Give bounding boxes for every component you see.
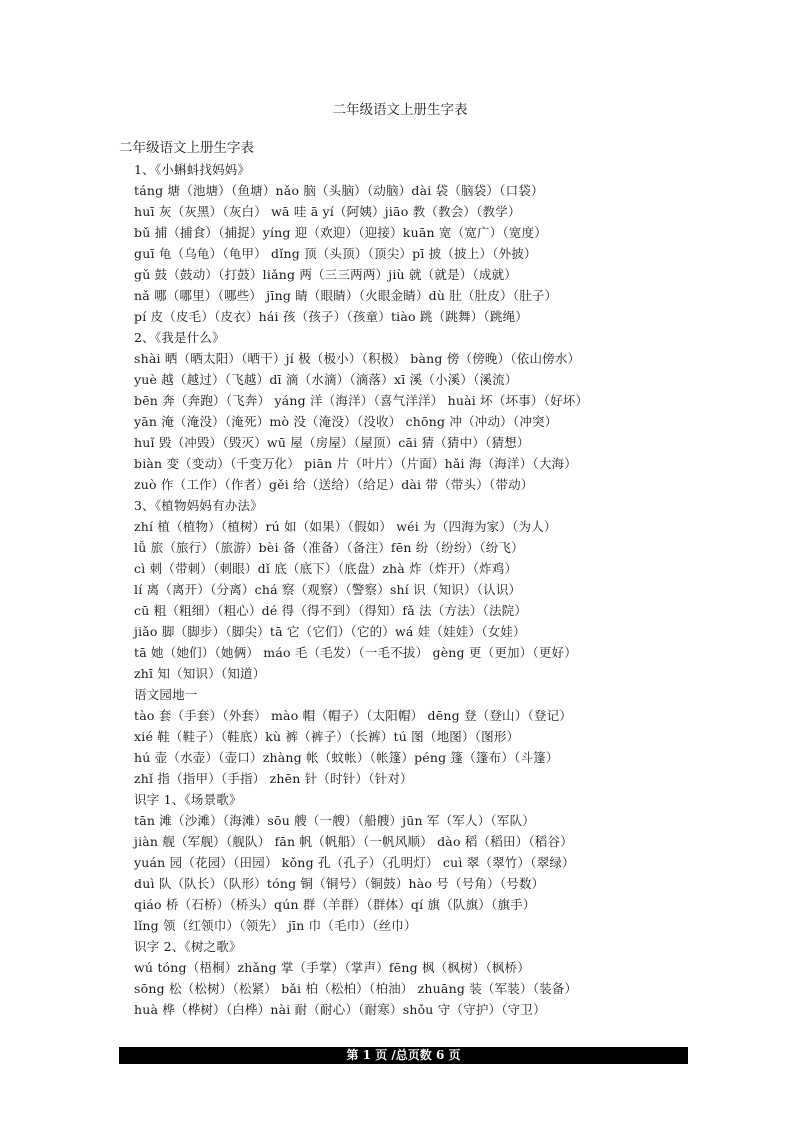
text-line: yān 淹（淹没）（淹死）mò 没（淹没）（没收） chōng 冲（冲动）（冲突） xyxy=(134,414,558,429)
page-footer: 第 1 页 /总页数 6 页 xyxy=(119,1047,688,1064)
text-line: sōng 松（松树）（松紧） bǎi 柏（松柏）（柏油） zhuāng 装（军装）（装备） xyxy=(134,981,578,996)
text-line: zhī 知（知识）（知道） xyxy=(134,666,266,681)
document-body xyxy=(119,138,639,1020)
text-line: jiǎo 脚（脚步）（脚尖）tā 它（它们）（它的）wá 娃（娃娃）（女娃） xyxy=(134,624,526,639)
text-line: hú 壶（水壶）（壶口）zhàng 帐（蚊帐）（帐篷）péng 篷（篷布）（斗篷） xyxy=(134,750,559,765)
text-line: yuán 园（花园）（田园） kǒng 孔（孔子）（孔明灯） cuì 翠（翠竹）（翠绿） xyxy=(134,855,575,870)
text-line: cū 粗（粗细）（粗心）dé 得（得不到）（得知）fǎ 法（方法）（法院） xyxy=(134,603,528,618)
text-line: duì 队（队长）（队形）tóng 铜（铜号）（铜鼓）hào 号（号角）（号数） xyxy=(134,876,545,891)
text-line: 3、《植物妈妈有办法》 xyxy=(134,498,263,513)
text-line: cì 刺（带刺）（刺眼）dǐ 底（底下）（底盘）zhà 炸（炸开）（炸鸡） xyxy=(134,561,518,576)
text-line: tào 套（手套）（外套） mào 帽（帽子）（太阳帽） dēng 登（登山）（登记） xyxy=(134,708,573,723)
text-line: táng 塘（池塘）（鱼塘）nǎo 脑（头脑）（动脑）dài 袋（脑袋）（口袋） xyxy=(134,183,544,198)
text-line: lí 离（离开）（分离）chá 察（观察）（警察）shí 识（知识）（认识） xyxy=(134,582,522,597)
text-line: wú tóng（梧桐）zhǎng 掌（手掌）（掌声）fēng 枫（枫树）（枫桥） xyxy=(134,960,530,975)
text-line: huǐ 毁（冲毁）（毁灭）wū 屋（房屋）（屋顶）cāi 猜（猜中）（猜想） xyxy=(134,435,530,450)
text-line: yuè 越（越过）（飞越）dī 滴（水滴）（滴落）xī 溪（小溪）（溪流） xyxy=(134,372,518,387)
document-subtitle: 二年级语文上册生字表 xyxy=(119,140,254,156)
character-list xyxy=(119,159,639,1020)
text-line: qiáo 桥（石桥）（桥头）qún 群（羊群）（群体）qí 旗（队旗）（旗手） xyxy=(134,897,536,912)
text-line: zhí 植（植物）（植树）rú 如（如果）（假如） wéi 为（四海为家）（为人） xyxy=(134,519,557,534)
text-line: tā 她（她们）（她俩） máo 毛（毛发）（一毛不拔） gèng 更（更加）（更好） xyxy=(134,645,577,660)
text-line: bǔ 捕（捕食）（捕捉）yíng 迎（欢迎）（迎接）kuān 宽（宽广）（宽度） xyxy=(134,225,547,240)
text-line: shài 晒（晒太阳）（晒干）jí 极（极小）（积极） bàng 傍（傍晚）（依山傍水） xyxy=(134,351,581,366)
text-line: huī 灰（灰黑）（灰白） wā 哇 ā yí（阿姨）jiāo 教（教会）（教学） xyxy=(134,204,521,219)
text-line: 识字 1、《场景歌》 xyxy=(134,792,242,807)
text-line: guī 龟（乌龟）（龟甲） dǐng 顶（头顶）（顶尖）pī 披（披上）（外披） xyxy=(134,246,537,261)
text-line: lǐng 领（红领巾）（领先） jīn 巾（毛巾）（丝巾） xyxy=(134,918,417,933)
text-line: pí 皮（皮毛）（皮衣）hái 孩（孩子）（孩童）tiào 跳（跳舞）（跳绳） xyxy=(134,309,528,324)
text-line: nǎ 哪（哪里）（哪些） jīng 睛（眼睛）（火眼金睛）dù 肚（肚皮）（肚子） xyxy=(134,288,558,303)
text-line: bēn 奔（奔跑）（飞奔） yáng 洋（海洋）（喜气洋洋） huài 坏（坏事）（好坏） xyxy=(134,393,589,408)
text-line: gǔ 鼓（鼓动）（打鼓）liǎng 两（三三两两）jiù 就（就是）（成就） xyxy=(134,267,517,282)
text-line: 1、《小蝌蚪找妈妈》 xyxy=(134,162,251,177)
text-line: tān 滩（沙滩）（海滩）sōu 艘（一艘）（船艘）jūn 军（军人）（军队） xyxy=(134,813,535,828)
text-line: biàn 变（变动）（千变万化） piān 片（叶片）（片面）hǎi 海（海洋）（大海） xyxy=(134,456,577,471)
text-line: 2、《我是什么》 xyxy=(134,330,225,345)
text-line: 识字 2、《树之歌》 xyxy=(134,939,242,954)
text-line: huà 桦（桦树）（白桦）nài 耐（耐心）（耐寒）shǒu 守（守护）（守卫） xyxy=(134,1002,546,1017)
text-line: zuò 作（工作）（作者）gěi 给（送给）（给足）dài 带（带头）（带动） xyxy=(134,477,534,492)
text-line: 语文园地一 xyxy=(134,687,198,702)
text-line: jiàn 舰（军舰）（舰队） fān 帆（帆船）（一帆风顺） dào 稻（稻田）（稻谷） xyxy=(134,834,573,849)
page-title: 二年级语文上册生字表 xyxy=(332,102,468,118)
text-line: lǚ 旅（旅行）（旅游）bèi 备（准备）（备注）fēn 纷（纷纷）（纷飞） xyxy=(134,540,524,555)
text-line: xié 鞋（鞋子）（鞋底）kù 裤（裤子）（长裤）tú 图（地图）（图形） xyxy=(134,729,520,744)
text-line: zhǐ 指（指甲）（手指） zhēn 针（时针）（针对） xyxy=(134,771,413,786)
